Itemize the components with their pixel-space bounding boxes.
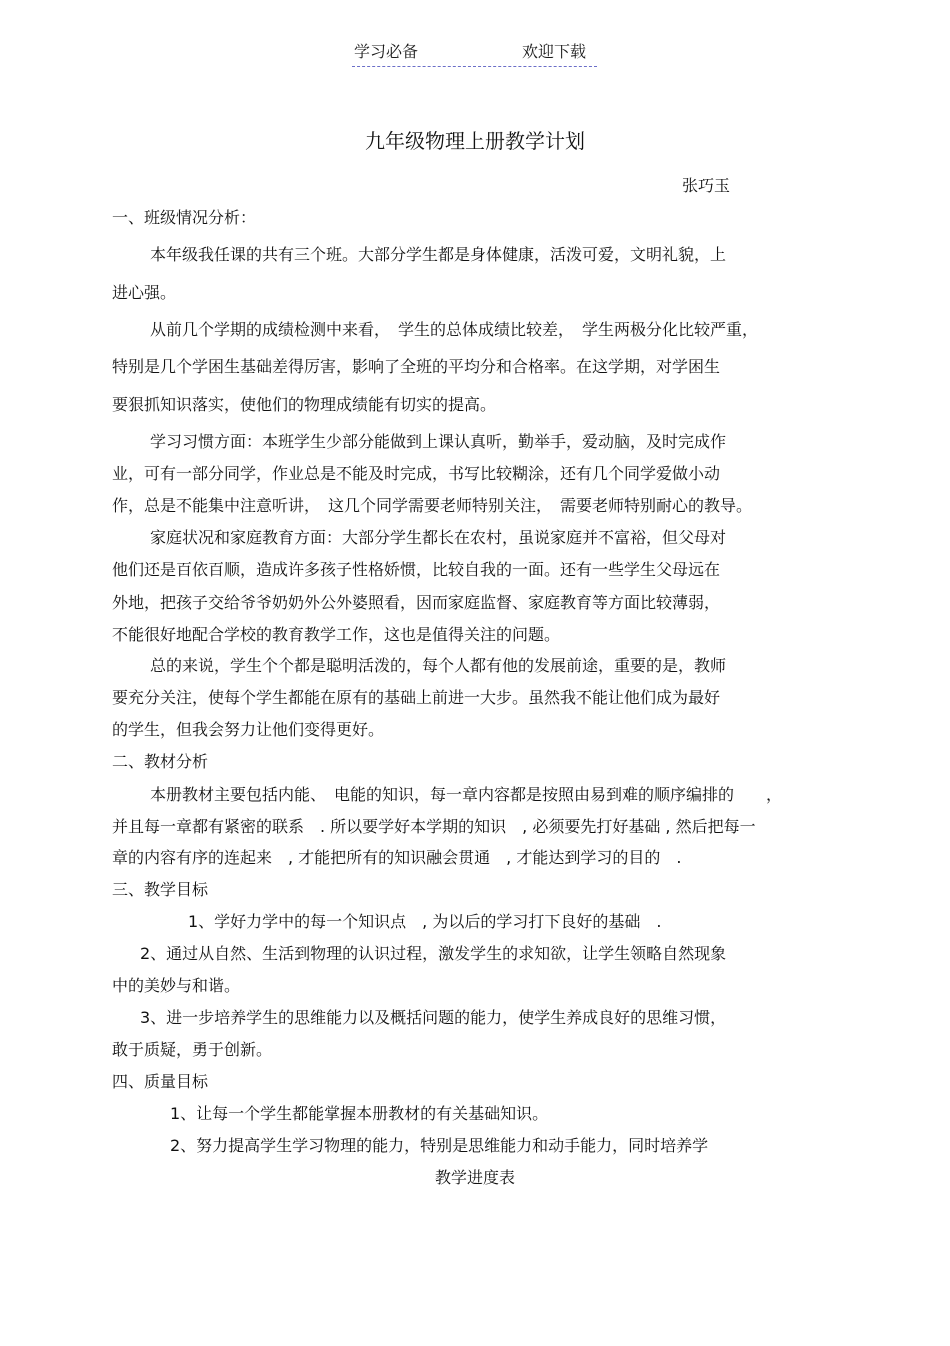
body-line: 敢于质疑，勇于创新。: [112, 1040, 273, 1059]
body-line: 作，总是不能集中注意听讲， 这几个同学需要老师特别关注， 需要老师特别耐心的教导。: [112, 496, 753, 515]
body-line: 业，可有一部分同学，作业总是不能及时完成，书写比较糊涂，还有几个同学爱做小动: [112, 464, 721, 483]
goal-item: 2、通过从自然、生活到物理的认识过程，激发学生的求知欲，让学生领略自然现象: [140, 944, 727, 963]
body-line: 家庭状况和家庭教育方面：大部分学生都长在农村，虽说家庭并不富裕，但父母对: [150, 528, 727, 547]
section-heading-quality-goals: 四、质量目标: [112, 1072, 209, 1091]
header-left-text: 学习必备: [354, 42, 419, 61]
body-line: 总的来说，学生个个都是聪明活泼的，每个人都有他的发展前途，重要的是，教师: [150, 656, 727, 675]
section-heading-class-analysis: 一、班级情况分析：: [112, 208, 257, 227]
body-line: 外地，把孩子交给爷爷奶奶外公外婆照看，因而家庭监督、家庭教育等方面比较薄弱，: [112, 593, 721, 612]
page-header: [352, 42, 597, 67]
body-line: 从前几个学期的成绩检测中来看， 学生的总体成绩比较差， 学生两极分化比较严重，: [150, 320, 759, 339]
author-name: 张巧玉: [682, 176, 731, 195]
body-line: 要狠抓知识落实，使他们的物理成绩能有切实的提高。: [112, 395, 497, 414]
document-title: 九年级物理上册教学计划: [365, 129, 585, 153]
section-heading-textbook-analysis: 二、教材分析: [112, 752, 209, 771]
body-line: 的学生，但我会努力让他们变得更好。: [112, 720, 385, 739]
body-line: 要充分关注，使每个学生都能在原有的基础上前进一大步。虽然我不能让他们成为最好: [112, 688, 721, 707]
body-line: 不能很好地配合学校的教育教学工作，这也是值得关注的问题。: [112, 625, 561, 644]
body-line: 本年级我任课的共有三个班。大部分学生都是身体健康，活泼可爱，文明礼貌，上: [150, 245, 727, 264]
quality-goal-item: 2、努力提高学生学习物理的能力，特别是思维能力和动手能力，同时培养学: [170, 1136, 709, 1155]
section-heading-teaching-goals: 三、教学目标: [112, 880, 209, 899]
table-caption: 教学进度表: [434, 1168, 515, 1187]
body-line: 学习习惯方面：本班学生少部分能做到上课认真听，勤举手，爱动脑，及时完成作: [150, 432, 727, 451]
body-line: 他们还是百依百顺，造成许多孩子性格娇惯，比较自我的一面。还有一些学生父母远在: [112, 560, 721, 579]
body-line: 进心强。: [112, 283, 177, 302]
body-line: 章的内容有序的连起来 , 才能把所有的知识融会贯通 , 才能达到学习的目的 .: [112, 848, 682, 867]
goal-item: 1、学好力学中的每一个知识点 , 为以后的学习打下良好的基础 .: [188, 912, 662, 931]
body-line: 特别是几个学困生基础差得厉害，影响了全班的平均分和合格率。在这学期，对学困生: [112, 357, 721, 376]
quality-goal-item: 1、让每一个学生都能掌握本册教材的有关基础知识。: [170, 1104, 549, 1123]
body-line: 本册教材主要包括内能、 电能的知识，每一章内容都是按照由易到难的顺序编排的 ，: [150, 785, 783, 804]
goal-item: 3、进一步培养学生的思维能力以及概括问题的能力，使学生养成良好的思维习惯，: [140, 1008, 727, 1027]
body-line: 中的美妙与和谐。: [112, 976, 241, 995]
body-line: 并且每一章都有紧密的联系 . 所以要学好本学期的知识 , 必须要先打好基础 , 然后把每一: [112, 817, 756, 836]
header-right-text: 欢迎下载: [522, 42, 587, 61]
